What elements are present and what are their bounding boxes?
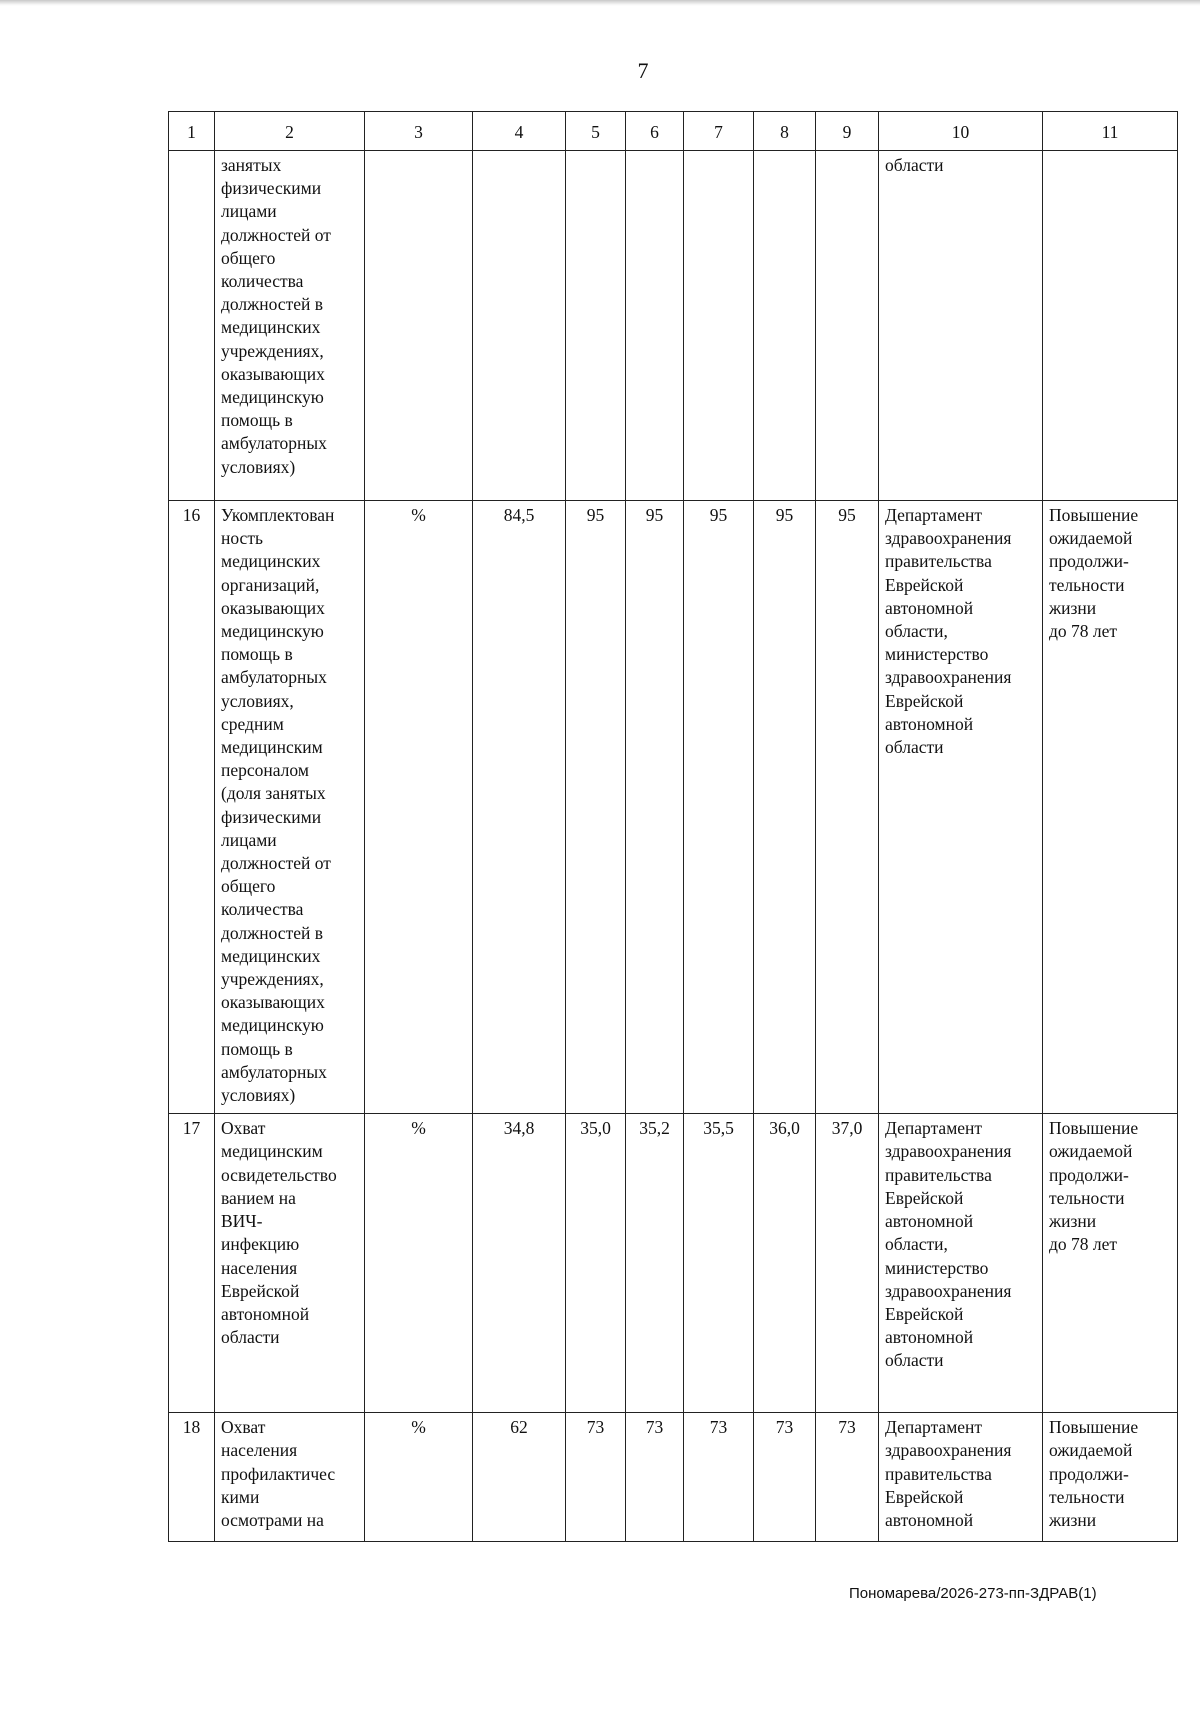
- table-header-row: [169, 112, 1178, 151]
- column-header-5: 5: [566, 112, 626, 151]
- responsible-text: Департамент здравоохранения правительства Еврейской автономной области, министерство здравоохранения Еврейской автономной области: [885, 1118, 1012, 1371]
- cell-indicator-name: [215, 1114, 365, 1413]
- cell-value: [816, 151, 879, 501]
- cell-responsible: [879, 1114, 1043, 1413]
- cell-value: 73: [754, 1413, 816, 1542]
- column-header-9: 9: [816, 112, 879, 151]
- cell-number: 18: [169, 1413, 215, 1542]
- column-header-3: 3: [365, 112, 473, 151]
- table-row: [169, 501, 1178, 1114]
- cell-value: 73: [684, 1413, 754, 1542]
- responsible-text: области: [885, 155, 944, 175]
- cell-value: 35,5: [684, 1114, 754, 1413]
- cell-value: 37,0: [816, 1114, 879, 1413]
- cell-indicator-name: [215, 1413, 365, 1542]
- column-header-11: 11: [1043, 112, 1178, 151]
- cell-goal: [1043, 501, 1178, 1114]
- column-header-10: 10: [879, 112, 1043, 151]
- cell-value: 95: [626, 501, 684, 1114]
- cell-value: 73: [566, 1413, 626, 1542]
- table-row: [169, 1413, 1178, 1542]
- cell-value: [626, 151, 684, 501]
- cell-value: 35,0: [566, 1114, 626, 1413]
- cell-value: 95: [816, 501, 879, 1114]
- cell-value: 95: [684, 501, 754, 1114]
- cell-unit: %: [365, 1413, 473, 1542]
- cell-indicator-name: [215, 501, 365, 1114]
- table-row-continuation: [169, 151, 1178, 501]
- indicator-name-text: Охват медицинским освидетельство ванием на ВИЧ- инфекцию населения Еврейской автономной области: [221, 1118, 337, 1348]
- cell-value: [754, 151, 816, 501]
- cell-value: [684, 151, 754, 501]
- indicator-name-text: Охват населения профилактичес кими осмотрами на: [221, 1417, 336, 1531]
- goal-text: Повышение ожидаемой продолжи- тельности жизни до 78 лет: [1049, 505, 1139, 642]
- cell-responsible: [879, 501, 1043, 1114]
- table-row: [169, 1114, 1178, 1413]
- indicators-table: [168, 111, 1178, 1542]
- cell-value: 84,5: [473, 501, 566, 1114]
- cell-value: 62: [473, 1413, 566, 1542]
- responsible-text: Департамент здравоохранения правительства Еврейской автономной области, министерство здравоохранения Еврейской автономной области: [885, 505, 1012, 758]
- cell-goal: [1043, 1114, 1178, 1413]
- cell-value: 73: [816, 1413, 879, 1542]
- cell-unit: %: [365, 1114, 473, 1413]
- cell-goal: [1043, 1413, 1178, 1542]
- scan-edge: [0, 0, 1200, 6]
- cell-indicator-name: [215, 151, 365, 501]
- cell-value: 36,0: [754, 1114, 816, 1413]
- cell-number: 17: [169, 1114, 215, 1413]
- cell-value: [566, 151, 626, 501]
- cell-value: 35,2: [626, 1114, 684, 1413]
- goal-text: Повышение ожидаемой продолжи- тельности жизни до 78 лет: [1049, 1118, 1139, 1255]
- column-header-1: 1: [169, 112, 215, 151]
- cell-value: 73: [626, 1413, 684, 1542]
- cell-unit: [365, 151, 473, 501]
- indicator-name-text: занятых физическими лицами должностей от общего количества должностей в медицинских учреждениях, оказывающих медицинскую помощь в амбулаторных условиях): [221, 155, 331, 477]
- column-header-2: 2: [215, 112, 365, 151]
- cell-value: [473, 151, 566, 501]
- cell-number: [169, 151, 215, 501]
- responsible-text: Департамент здравоохранения правительства Еврейской автономной: [885, 1417, 1012, 1531]
- footer-document-code: Пономарева/2026-273-пп-ЗДРАВ(1): [849, 1585, 1097, 1602]
- goal-text: Повышение ожидаемой продолжи- тельности жизни: [1049, 1417, 1139, 1531]
- cell-number: 16: [169, 501, 215, 1114]
- column-header-6: 6: [626, 112, 684, 151]
- cell-goal: [1043, 151, 1178, 501]
- cell-unit: %: [365, 501, 473, 1114]
- cell-value: 95: [754, 501, 816, 1114]
- cell-responsible: [879, 1413, 1043, 1542]
- column-header-7: 7: [684, 112, 754, 151]
- column-header-8: 8: [754, 112, 816, 151]
- cell-value: 95: [566, 501, 626, 1114]
- column-header-4: 4: [473, 112, 566, 151]
- cell-responsible: [879, 151, 1043, 501]
- indicator-name-text: Укомплектован ность медицинских организаций, оказывающих медицинскую помощь в амбулаторных условиях, средним медицинским персоналом (доля занятых физическими лицами должностей от общего количества должностей в медицинских учреждениях, оказывающих медицинскую помощь в амбулаторных условиях): [221, 505, 335, 1106]
- page-number: 7: [637, 58, 649, 83]
- cell-value: 34,8: [473, 1114, 566, 1413]
